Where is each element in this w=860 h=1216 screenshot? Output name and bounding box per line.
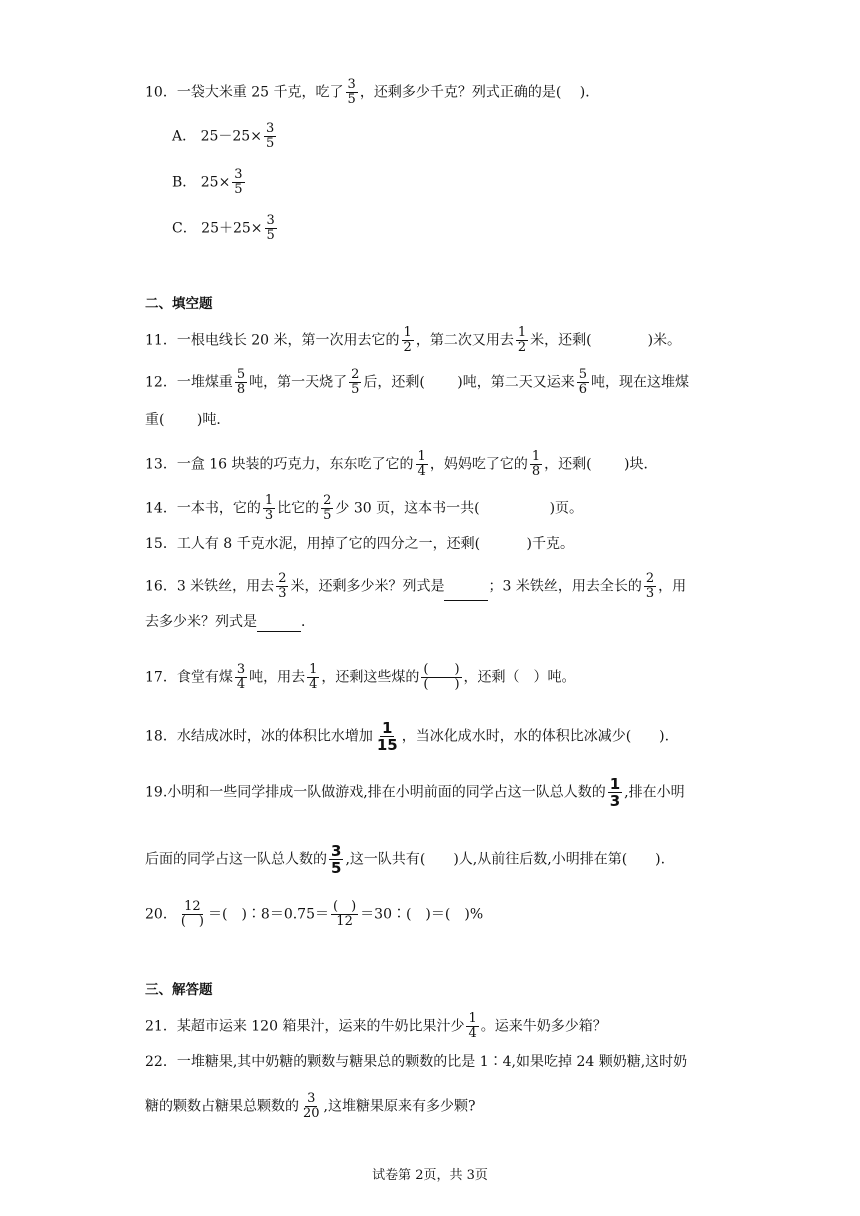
fraction: $\frac{3}{5}$: [234, 167, 243, 197]
fraction: $\frac{2}{3}$: [645, 571, 655, 601]
option-b: B． 25× $\frac{3}{5}$: [172, 167, 243, 197]
question-13: 13．一盒 16 块装的巧克力，东东吃了它的 $\frac{1}{4}$ ，妈妈吃了它的 $\frac{1}{8}$ ，还剩( )块．: [145, 449, 658, 479]
fraction: $\frac{1}{3}$: [264, 493, 274, 523]
fraction: $\frac{2}{3}$: [278, 571, 287, 601]
fraction: $\frac{3}{4}$: [236, 662, 246, 692]
fraction: $\frac{12}{( )}$: [180, 899, 204, 929]
section-heading: 三、解答题: [145, 982, 213, 998]
question-20: 20． $\frac{12}{( )}$ ＝( )∶8＝0.75＝ $\frac{( )}{12}$ ＝30∶( )＝( )%: [145, 899, 484, 929]
fraction: $\frac{1}{2}$: [403, 325, 412, 355]
question-number: 10．: [145, 84, 177, 101]
fraction: $\frac{1}{4}$: [309, 662, 318, 692]
question-19: 19.小明和一些同学排成一队做游戏,排在小明前面的同学占这一队总人数的 $\frac{1}{3}$ ,排在小明: [145, 775, 685, 810]
fraction: $\frac{3}{5}$: [347, 77, 356, 107]
page-footer: 试卷第 2页，共 3页: [372, 1168, 488, 1183]
question-15: 15．工人有 8 千克水泥，用掉了它的四分之一，还剩( )千克。: [145, 536, 575, 552]
fraction: $\frac{3}{5}$: [331, 842, 342, 877]
question-21: 21．某超市运来 120 箱果汁，运来的牛奶比果汁少 $\frac{1}{4}$ 。运来牛奶多少箱？: [145, 1011, 607, 1041]
fraction: $\frac{( )}{12}$: [333, 899, 357, 929]
question-10: 10．一袋大米重 25 千克，吃了 $\frac{3}{5}$ ，还剩多少千克？列式正确的是( )．: [145, 77, 600, 107]
question-19-cont: 后面的同学占这一队总人数的 $\frac{3}{5}$ ,这一队共有( )人,从前往后数,小明排在第( ).: [145, 842, 666, 877]
option-a: A． 25－25× $\frac{3}{5}$: [172, 121, 275, 151]
fraction: $\frac{3}{5}$: [265, 121, 275, 151]
question-14: 14．一本书，它的 $\frac{1}{3}$ 比它的 $\frac{2}{5}$ 少 30 页，这本书一共( )页。: [145, 493, 584, 523]
question-22-cont: 糖的颗数占糖果总颗数的 $\frac{3}{20}$ ,这堆糖果原来有多少颗?: [145, 1091, 476, 1121]
fraction: $\frac{3}{5}$: [266, 213, 275, 243]
option-c: C． 25＋25× $\frac{3}{5}$: [172, 213, 275, 243]
fraction: $\frac{1}{15}$: [376, 719, 398, 754]
question-12: 12．一堆煤重 $\frac{5}{8}$ 吨，第一天烧了 $\frac{2}{5}$ 后，还剩( )吨，第二天又运来 $\frac{5}{6}$ 吨，现在这堆煤: [145, 367, 690, 397]
question-17: 17．食堂有煤 $\frac{3}{4}$ 吨，用去 $\frac{1}{4}$ ，还剩这些煤的 $\frac{( )}{( )}$ ，还剩（ ）吨。: [145, 662, 576, 692]
question-11: 11．一根电线长 20 米，第一次用去它的 $\frac{1}{2}$ ，第二次又用去 $\frac{1}{2}$ 米，还剩( )米。: [145, 325, 682, 355]
fraction: $\frac{5}{6}$: [578, 367, 588, 397]
question-16-cont: 去多少米？列式是 ．: [145, 614, 315, 630]
fraction: $\frac{3}{20}$: [303, 1091, 320, 1121]
fraction: $\frac{2}{5}$: [323, 493, 332, 523]
question-12-cont: 重( )吨．: [145, 412, 231, 428]
answer-blank[interactable]: [257, 617, 301, 632]
answer-fraction-blank[interactable]: $\frac{( )}{( )}$: [423, 662, 460, 692]
fraction: $\frac{1}{2}$: [517, 325, 527, 355]
question-22: 22．一堆糖果,其中奶糖的颗数与糖果总的颗数的比是 1∶4,如果吃掉 24 颗奶糖,这时奶: [145, 1054, 688, 1070]
question-16: 16．3 米铁丝，用去 $\frac{2}{3}$ 米，还剩多少米？列式是 ；3 米铁丝，用去全长的 $\frac{2}{3}$ ，用: [145, 571, 687, 601]
section-heading: 二、填空题: [145, 296, 213, 312]
question-18: 18．水结成冰时，冰的体积比水增加 $\frac{1}{15}$ ，当冰化成水时，水的体积比冰减少( ).: [145, 719, 670, 754]
fraction: $\frac{1}{3}$: [609, 775, 621, 810]
fraction: $\frac{5}{8}$: [236, 367, 246, 397]
fraction: $\frac{1}{8}$: [531, 449, 541, 479]
answer-blank[interactable]: [444, 586, 488, 601]
fraction: $\frac{1}{4}$: [468, 1011, 477, 1041]
fraction: $\frac{2}{5}$: [351, 367, 360, 397]
fraction: $\frac{1}{4}$: [417, 449, 426, 479]
